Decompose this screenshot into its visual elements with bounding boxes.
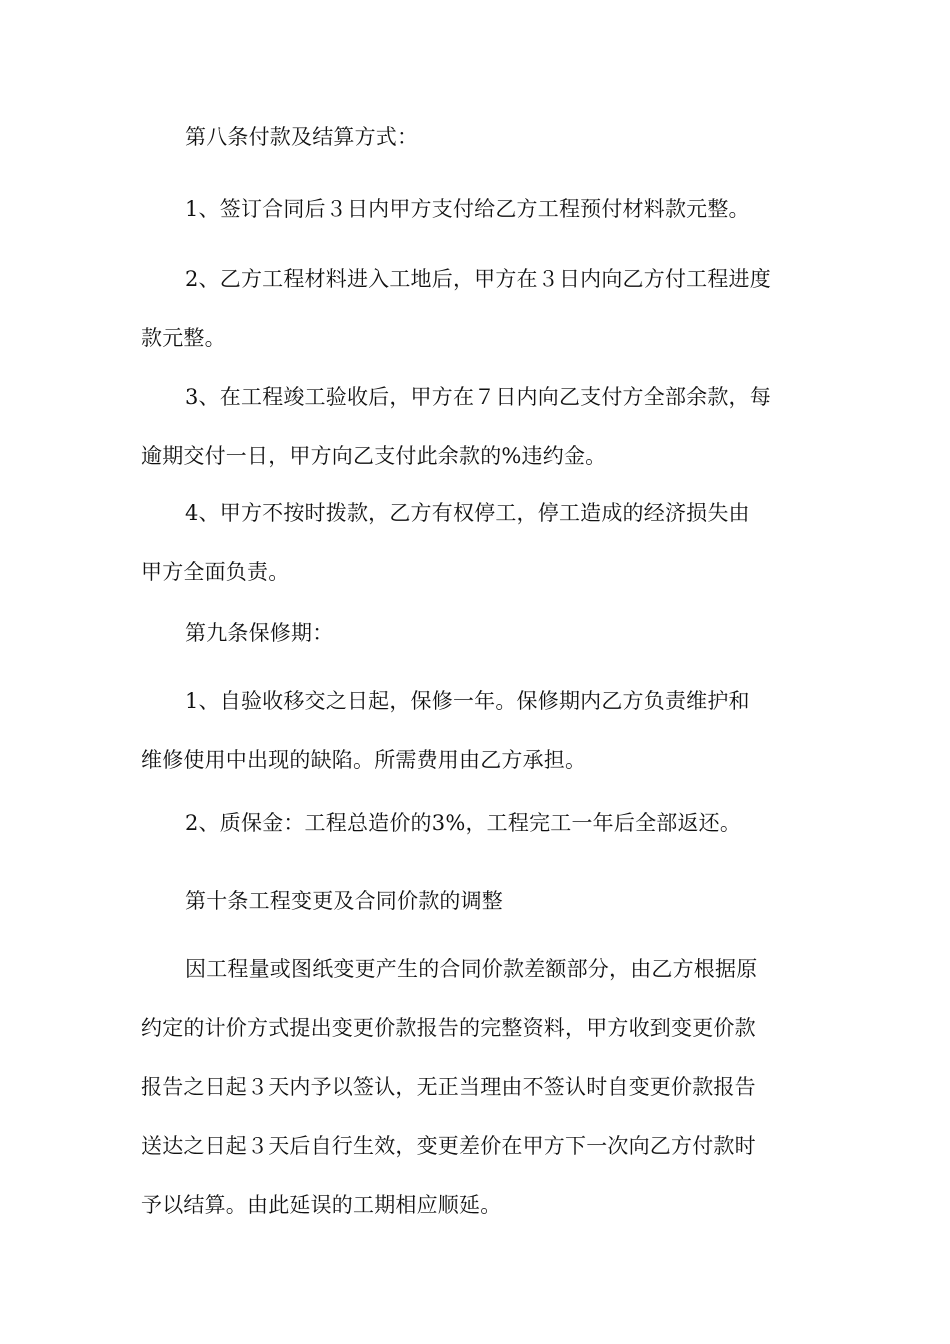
- article-8-item-2: [141, 250, 811, 368]
- article-9-heading: [141, 604, 811, 663]
- text-line: 3、在工程竣工验收后，甲方在７日内向乙支付方全部余款，每: [185, 385, 771, 409]
- article-8-item-1: [141, 180, 811, 239]
- article-8-item-4: [141, 484, 811, 602]
- article-8-item-3: [141, 368, 811, 486]
- text-line: 4、甲方不按时拨款，乙方有权停工，停工造成的经济损失由: [185, 501, 750, 525]
- text-line: 逾期交付一日，甲方向乙支付此余款的%违约金。: [141, 444, 607, 468]
- text-line: 2、乙方工程材料进入工地后，甲方在３日内向乙方付工程进度: [185, 267, 771, 291]
- text-line: 2、质保金：工程总造价的3%，工程完工一年后全部返还。: [185, 811, 742, 835]
- text-line: 维修使用中出现的缺陷。所需费用由乙方承担。: [141, 748, 587, 772]
- text-line: 予以结算。由此延误的工期相应顺延。: [141, 1193, 502, 1217]
- text-line: 报告之日起３天内予以签认，无正当理由不签认时自变更价款报告: [141, 1075, 756, 1099]
- text-line: 1、签订合同后３日内甲方支付给乙方工程预付材料款元整。: [185, 197, 750, 221]
- text-line: 因工程量或图纸变更产生的合同价款差额部分，由乙方根据原: [185, 957, 758, 981]
- text-line: 送达之日起３天后自行生效，变更差价在甲方下一次向乙方付款时: [141, 1134, 756, 1158]
- article-9-item-1: [141, 672, 811, 790]
- article-10-heading: [141, 872, 811, 931]
- article-9-item-2: [141, 794, 811, 853]
- text-line: 款元整。: [141, 326, 226, 350]
- article-8-heading: [141, 108, 811, 167]
- text-line: 第八条付款及结算方式：: [185, 125, 419, 149]
- article-10-body: [141, 940, 811, 1235]
- text-line: 1、自验收移交之日起，保修一年。保修期内乙方负责维护和: [185, 689, 750, 713]
- text-line: 第十条工程变更及合同价款的调整: [185, 889, 503, 913]
- text-line: 第九条保修期：: [185, 621, 334, 645]
- text-line: 甲方全面负责。: [141, 560, 290, 584]
- text-line: 约定的计价方式提出变更价款报告的完整资料，甲方收到变更价款: [141, 1016, 756, 1040]
